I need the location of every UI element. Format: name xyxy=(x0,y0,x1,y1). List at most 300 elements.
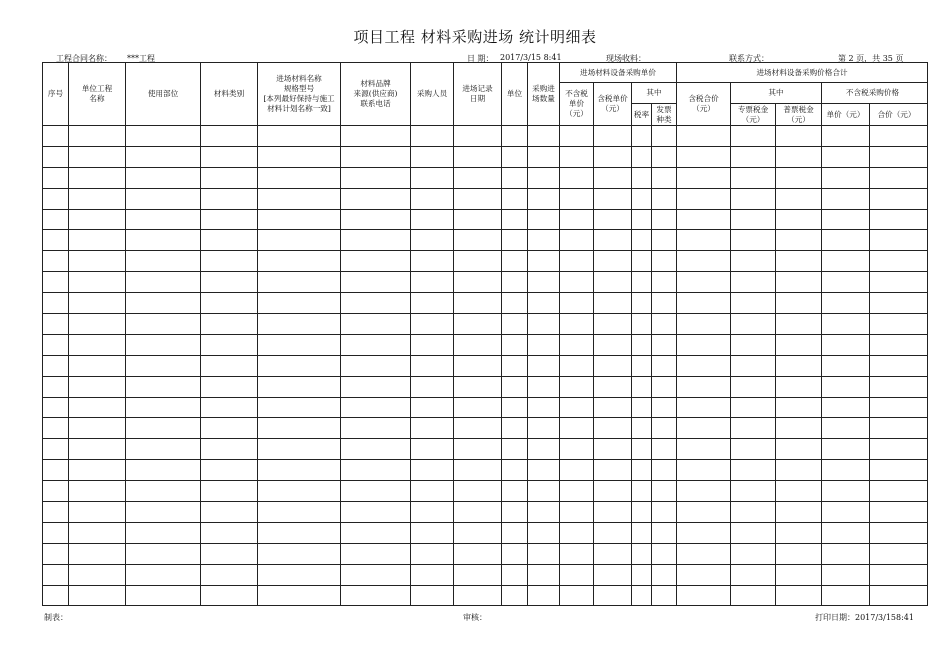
table-cell[interactable] xyxy=(560,209,594,230)
table-cell[interactable] xyxy=(69,522,126,543)
table-cell[interactable] xyxy=(870,230,928,251)
table-cell[interactable] xyxy=(69,355,126,376)
table-cell[interactable] xyxy=(652,188,677,209)
table-cell[interactable] xyxy=(502,522,528,543)
table-cell[interactable] xyxy=(632,209,652,230)
table-cell[interactable] xyxy=(341,167,411,188)
table-cell[interactable] xyxy=(652,522,677,543)
table-cell[interactable] xyxy=(677,126,731,147)
table-cell[interactable] xyxy=(69,209,126,230)
table-cell[interactable] xyxy=(652,439,677,460)
table-cell[interactable] xyxy=(43,167,69,188)
table-cell[interactable] xyxy=(731,334,776,355)
table-cell[interactable] xyxy=(652,272,677,293)
table-cell[interactable] xyxy=(870,126,928,147)
table-cell[interactable] xyxy=(632,251,652,272)
table-cell[interactable] xyxy=(776,126,822,147)
table-cell[interactable] xyxy=(43,272,69,293)
table-cell[interactable] xyxy=(43,209,69,230)
table-cell[interactable] xyxy=(411,314,454,335)
table-cell[interactable] xyxy=(594,209,632,230)
table-cell[interactable] xyxy=(528,334,560,355)
table-cell[interactable] xyxy=(776,188,822,209)
table-cell[interactable] xyxy=(201,209,258,230)
table-cell[interactable] xyxy=(652,376,677,397)
table-cell[interactable] xyxy=(69,397,126,418)
table-cell[interactable] xyxy=(126,272,201,293)
table-cell[interactable] xyxy=(776,522,822,543)
table-cell[interactable] xyxy=(594,502,632,523)
table-cell[interactable] xyxy=(502,355,528,376)
table-cell[interactable] xyxy=(560,502,594,523)
table-cell[interactable] xyxy=(341,188,411,209)
table-cell[interactable] xyxy=(632,167,652,188)
table-cell[interactable] xyxy=(43,314,69,335)
table-cell[interactable] xyxy=(454,314,502,335)
table-cell[interactable] xyxy=(69,314,126,335)
table-cell[interactable] xyxy=(126,502,201,523)
table-cell[interactable] xyxy=(560,564,594,585)
table-cell[interactable] xyxy=(731,502,776,523)
table-cell[interactable] xyxy=(528,314,560,335)
table-cell[interactable] xyxy=(870,355,928,376)
table-cell[interactable] xyxy=(677,585,731,606)
table-cell[interactable] xyxy=(776,502,822,523)
table-cell[interactable] xyxy=(776,376,822,397)
table-cell[interactable] xyxy=(776,334,822,355)
table-cell[interactable] xyxy=(652,585,677,606)
table-cell[interactable] xyxy=(776,251,822,272)
table-cell[interactable] xyxy=(454,167,502,188)
table-cell[interactable] xyxy=(126,188,201,209)
table-cell[interactable] xyxy=(69,334,126,355)
table-cell[interactable] xyxy=(126,543,201,564)
table-cell[interactable] xyxy=(776,293,822,314)
table-cell[interactable] xyxy=(652,481,677,502)
table-cell[interactable] xyxy=(411,397,454,418)
table-cell[interactable] xyxy=(776,397,822,418)
table-cell[interactable] xyxy=(776,355,822,376)
table-cell[interactable] xyxy=(502,502,528,523)
table-cell[interactable] xyxy=(822,251,870,272)
table-cell[interactable] xyxy=(502,188,528,209)
table-cell[interactable] xyxy=(43,481,69,502)
table-cell[interactable] xyxy=(594,397,632,418)
table-cell[interactable] xyxy=(594,334,632,355)
table-cell[interactable] xyxy=(594,522,632,543)
table-cell[interactable] xyxy=(822,376,870,397)
table-cell[interactable] xyxy=(454,230,502,251)
table-cell[interactable] xyxy=(502,585,528,606)
table-cell[interactable] xyxy=(560,481,594,502)
table-cell[interactable] xyxy=(731,397,776,418)
table-cell[interactable] xyxy=(341,293,411,314)
table-cell[interactable] xyxy=(560,418,594,439)
table-cell[interactable] xyxy=(594,188,632,209)
table-cell[interactable] xyxy=(731,209,776,230)
table-cell[interactable] xyxy=(776,585,822,606)
table-cell[interactable] xyxy=(126,230,201,251)
table-cell[interactable] xyxy=(870,460,928,481)
table-cell[interactable] xyxy=(411,439,454,460)
table-cell[interactable] xyxy=(594,585,632,606)
table-cell[interactable] xyxy=(594,293,632,314)
table-cell[interactable] xyxy=(776,543,822,564)
table-cell[interactable] xyxy=(560,272,594,293)
table-cell[interactable] xyxy=(731,481,776,502)
table-cell[interactable] xyxy=(341,397,411,418)
table-cell[interactable] xyxy=(411,293,454,314)
table-cell[interactable] xyxy=(677,502,731,523)
table-cell[interactable] xyxy=(560,543,594,564)
table-cell[interactable] xyxy=(822,146,870,167)
table-cell[interactable] xyxy=(560,146,594,167)
table-cell[interactable] xyxy=(731,272,776,293)
table-cell[interactable] xyxy=(560,251,594,272)
table-cell[interactable] xyxy=(201,230,258,251)
table-cell[interactable] xyxy=(594,564,632,585)
table-cell[interactable] xyxy=(502,460,528,481)
table-cell[interactable] xyxy=(341,376,411,397)
table-cell[interactable] xyxy=(731,418,776,439)
table-cell[interactable] xyxy=(341,543,411,564)
table-cell[interactable] xyxy=(652,334,677,355)
table-cell[interactable] xyxy=(560,126,594,147)
table-cell[interactable] xyxy=(69,272,126,293)
table-cell[interactable] xyxy=(870,188,928,209)
table-cell[interactable] xyxy=(822,585,870,606)
table-cell[interactable] xyxy=(594,460,632,481)
table-cell[interactable] xyxy=(258,272,341,293)
table-cell[interactable] xyxy=(201,376,258,397)
table-cell[interactable] xyxy=(632,439,652,460)
table-cell[interactable] xyxy=(43,418,69,439)
table-cell[interactable] xyxy=(258,439,341,460)
table-cell[interactable] xyxy=(69,502,126,523)
table-cell[interactable] xyxy=(632,146,652,167)
table-cell[interactable] xyxy=(502,209,528,230)
table-cell[interactable] xyxy=(454,355,502,376)
table-cell[interactable] xyxy=(43,146,69,167)
table-cell[interactable] xyxy=(822,355,870,376)
table-cell[interactable] xyxy=(632,585,652,606)
table-cell[interactable] xyxy=(652,564,677,585)
table-cell[interactable] xyxy=(822,564,870,585)
table-cell[interactable] xyxy=(258,167,341,188)
table-cell[interactable] xyxy=(126,355,201,376)
table-cell[interactable] xyxy=(341,522,411,543)
table-cell[interactable] xyxy=(731,293,776,314)
table-cell[interactable] xyxy=(528,126,560,147)
table-cell[interactable] xyxy=(43,126,69,147)
table-cell[interactable] xyxy=(411,481,454,502)
table-cell[interactable] xyxy=(594,418,632,439)
table-cell[interactable] xyxy=(652,167,677,188)
table-cell[interactable] xyxy=(652,355,677,376)
table-cell[interactable] xyxy=(731,126,776,147)
table-cell[interactable] xyxy=(560,167,594,188)
table-cell[interactable] xyxy=(69,188,126,209)
table-cell[interactable] xyxy=(652,397,677,418)
table-cell[interactable] xyxy=(677,230,731,251)
table-cell[interactable] xyxy=(126,418,201,439)
table-cell[interactable] xyxy=(69,251,126,272)
table-cell[interactable] xyxy=(126,397,201,418)
table-cell[interactable] xyxy=(69,481,126,502)
table-cell[interactable] xyxy=(411,188,454,209)
table-cell[interactable] xyxy=(126,564,201,585)
table-cell[interactable] xyxy=(822,481,870,502)
table-cell[interactable] xyxy=(560,314,594,335)
table-cell[interactable] xyxy=(560,230,594,251)
table-cell[interactable] xyxy=(258,314,341,335)
table-cell[interactable] xyxy=(411,376,454,397)
table-cell[interactable] xyxy=(870,397,928,418)
table-cell[interactable] xyxy=(594,146,632,167)
table-cell[interactable] xyxy=(258,126,341,147)
table-cell[interactable] xyxy=(677,355,731,376)
table-cell[interactable] xyxy=(258,293,341,314)
table-cell[interactable] xyxy=(454,439,502,460)
table-cell[interactable] xyxy=(632,334,652,355)
table-cell[interactable] xyxy=(528,418,560,439)
table-cell[interactable] xyxy=(677,564,731,585)
table-cell[interactable] xyxy=(454,564,502,585)
table-cell[interactable] xyxy=(258,209,341,230)
table-cell[interactable] xyxy=(677,522,731,543)
table-cell[interactable] xyxy=(201,355,258,376)
table-cell[interactable] xyxy=(594,481,632,502)
table-cell[interactable] xyxy=(69,230,126,251)
table-cell[interactable] xyxy=(341,502,411,523)
table-cell[interactable] xyxy=(822,209,870,230)
table-cell[interactable] xyxy=(776,564,822,585)
table-cell[interactable] xyxy=(652,209,677,230)
table-cell[interactable] xyxy=(454,376,502,397)
table-cell[interactable] xyxy=(677,376,731,397)
table-cell[interactable] xyxy=(776,314,822,335)
table-cell[interactable] xyxy=(870,272,928,293)
table-cell[interactable] xyxy=(201,585,258,606)
table-cell[interactable] xyxy=(201,543,258,564)
table-cell[interactable] xyxy=(822,522,870,543)
table-cell[interactable] xyxy=(43,439,69,460)
table-cell[interactable] xyxy=(454,272,502,293)
table-cell[interactable] xyxy=(341,272,411,293)
table-cell[interactable] xyxy=(502,439,528,460)
table-cell[interactable] xyxy=(632,355,652,376)
table-cell[interactable] xyxy=(560,585,594,606)
table-cell[interactable] xyxy=(454,293,502,314)
table-cell[interactable] xyxy=(43,502,69,523)
table-cell[interactable] xyxy=(677,251,731,272)
table-cell[interactable] xyxy=(454,188,502,209)
table-cell[interactable] xyxy=(652,230,677,251)
table-cell[interactable] xyxy=(258,251,341,272)
table-cell[interactable] xyxy=(201,522,258,543)
table-cell[interactable] xyxy=(528,272,560,293)
table-cell[interactable] xyxy=(341,355,411,376)
table-cell[interactable] xyxy=(126,460,201,481)
table-cell[interactable] xyxy=(652,146,677,167)
table-cell[interactable] xyxy=(201,146,258,167)
table-cell[interactable] xyxy=(502,397,528,418)
table-cell[interactable] xyxy=(677,272,731,293)
table-cell[interactable] xyxy=(411,418,454,439)
table-cell[interactable] xyxy=(677,418,731,439)
table-cell[interactable] xyxy=(822,126,870,147)
table-cell[interactable] xyxy=(201,564,258,585)
table-cell[interactable] xyxy=(258,188,341,209)
table-cell[interactable] xyxy=(594,230,632,251)
table-cell[interactable] xyxy=(201,167,258,188)
table-cell[interactable] xyxy=(677,460,731,481)
table-cell[interactable] xyxy=(594,251,632,272)
table-cell[interactable] xyxy=(870,439,928,460)
table-cell[interactable] xyxy=(677,314,731,335)
table-cell[interactable] xyxy=(454,543,502,564)
table-cell[interactable] xyxy=(870,543,928,564)
table-cell[interactable] xyxy=(502,481,528,502)
table-cell[interactable] xyxy=(528,502,560,523)
table-cell[interactable] xyxy=(731,543,776,564)
table-cell[interactable] xyxy=(258,376,341,397)
table-cell[interactable] xyxy=(126,167,201,188)
table-cell[interactable] xyxy=(776,209,822,230)
table-cell[interactable] xyxy=(776,460,822,481)
table-cell[interactable] xyxy=(560,376,594,397)
table-cell[interactable] xyxy=(43,188,69,209)
table-cell[interactable] xyxy=(677,543,731,564)
table-cell[interactable] xyxy=(632,543,652,564)
table-cell[interactable] xyxy=(69,293,126,314)
table-cell[interactable] xyxy=(652,251,677,272)
table-cell[interactable] xyxy=(411,585,454,606)
table-cell[interactable] xyxy=(454,126,502,147)
table-cell[interactable] xyxy=(126,293,201,314)
table-cell[interactable] xyxy=(454,460,502,481)
table-cell[interactable] xyxy=(677,188,731,209)
table-cell[interactable] xyxy=(652,418,677,439)
table-cell[interactable] xyxy=(454,146,502,167)
table-cell[interactable] xyxy=(528,543,560,564)
table-cell[interactable] xyxy=(731,355,776,376)
table-cell[interactable] xyxy=(652,314,677,335)
table-cell[interactable] xyxy=(731,167,776,188)
table-cell[interactable] xyxy=(731,146,776,167)
table-cell[interactable] xyxy=(594,272,632,293)
table-cell[interactable] xyxy=(502,167,528,188)
table-cell[interactable] xyxy=(822,314,870,335)
table-cell[interactable] xyxy=(560,522,594,543)
table-cell[interactable] xyxy=(560,355,594,376)
table-cell[interactable] xyxy=(43,334,69,355)
table-cell[interactable] xyxy=(502,314,528,335)
table-cell[interactable] xyxy=(201,314,258,335)
table-cell[interactable] xyxy=(258,397,341,418)
table-cell[interactable] xyxy=(731,188,776,209)
table-cell[interactable] xyxy=(677,481,731,502)
table-cell[interactable] xyxy=(69,167,126,188)
table-cell[interactable] xyxy=(411,543,454,564)
table-cell[interactable] xyxy=(560,334,594,355)
table-cell[interactable] xyxy=(43,397,69,418)
table-cell[interactable] xyxy=(411,167,454,188)
table-cell[interactable] xyxy=(776,481,822,502)
table-cell[interactable] xyxy=(632,460,652,481)
table-cell[interactable] xyxy=(43,585,69,606)
table-cell[interactable] xyxy=(69,543,126,564)
table-cell[interactable] xyxy=(502,272,528,293)
table-cell[interactable] xyxy=(201,502,258,523)
table-cell[interactable] xyxy=(870,585,928,606)
table-cell[interactable] xyxy=(258,481,341,502)
table-cell[interactable] xyxy=(822,188,870,209)
table-cell[interactable] xyxy=(502,543,528,564)
table-cell[interactable] xyxy=(69,439,126,460)
table-cell[interactable] xyxy=(126,314,201,335)
table-cell[interactable] xyxy=(652,126,677,147)
table-cell[interactable] xyxy=(126,439,201,460)
table-cell[interactable] xyxy=(731,564,776,585)
table-cell[interactable] xyxy=(126,126,201,147)
table-cell[interactable] xyxy=(69,564,126,585)
table-cell[interactable] xyxy=(258,146,341,167)
table-cell[interactable] xyxy=(594,167,632,188)
table-cell[interactable] xyxy=(594,439,632,460)
table-cell[interactable] xyxy=(731,251,776,272)
table-cell[interactable] xyxy=(632,397,652,418)
table-cell[interactable] xyxy=(870,502,928,523)
table-cell[interactable] xyxy=(69,585,126,606)
table-cell[interactable] xyxy=(652,543,677,564)
table-cell[interactable] xyxy=(411,522,454,543)
table-cell[interactable] xyxy=(341,251,411,272)
table-cell[interactable] xyxy=(822,502,870,523)
table-cell[interactable] xyxy=(201,439,258,460)
table-cell[interactable] xyxy=(594,543,632,564)
table-cell[interactable] xyxy=(528,439,560,460)
table-cell[interactable] xyxy=(258,585,341,606)
table-cell[interactable] xyxy=(201,126,258,147)
table-cell[interactable] xyxy=(43,543,69,564)
table-cell[interactable] xyxy=(870,376,928,397)
table-cell[interactable] xyxy=(411,564,454,585)
table-cell[interactable] xyxy=(502,251,528,272)
table-cell[interactable] xyxy=(560,397,594,418)
table-cell[interactable] xyxy=(870,209,928,230)
table-cell[interactable] xyxy=(632,522,652,543)
table-cell[interactable] xyxy=(126,585,201,606)
table-cell[interactable] xyxy=(341,585,411,606)
table-cell[interactable] xyxy=(870,522,928,543)
table-cell[interactable] xyxy=(126,376,201,397)
table-cell[interactable] xyxy=(822,543,870,564)
table-cell[interactable] xyxy=(43,230,69,251)
table-cell[interactable] xyxy=(201,418,258,439)
table-cell[interactable] xyxy=(43,460,69,481)
table-cell[interactable] xyxy=(341,334,411,355)
table-cell[interactable] xyxy=(341,230,411,251)
table-cell[interactable] xyxy=(528,188,560,209)
table-cell[interactable] xyxy=(528,481,560,502)
table-cell[interactable] xyxy=(411,502,454,523)
table-cell[interactable] xyxy=(594,376,632,397)
table-cell[interactable] xyxy=(677,397,731,418)
table-cell[interactable] xyxy=(201,293,258,314)
table-cell[interactable] xyxy=(677,293,731,314)
table-cell[interactable] xyxy=(731,376,776,397)
